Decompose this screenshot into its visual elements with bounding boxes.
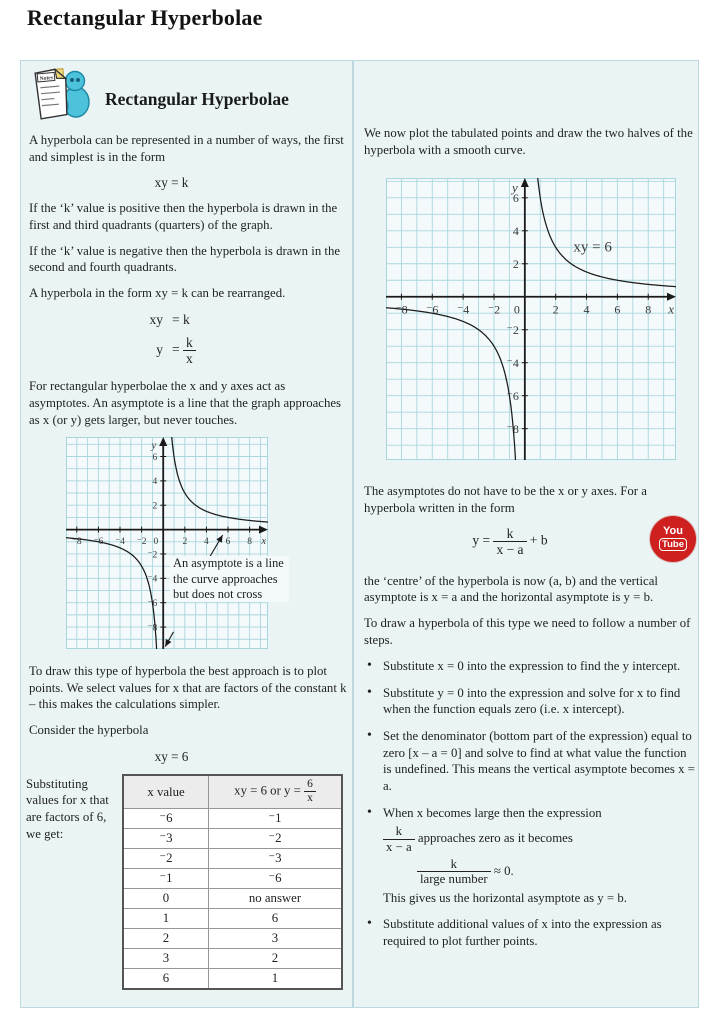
- svg-text:xy = 6: xy = 6: [573, 239, 612, 256]
- paragraph: the ‘centre’ of the hyperbola is now (a, b) and the vertical asymptote is x = a and the horizontal asymptote is y = b.: [364, 573, 658, 605]
- svg-text:8: 8: [247, 537, 253, 548]
- svg-text:y: y: [151, 440, 157, 452]
- table-row: ⁻6 ⁻1: [123, 808, 342, 828]
- col-header-y: xy = 6 or y = $\frac{6}{x}$: [209, 775, 343, 809]
- asymptote-annotation: An asymptote is a line the curve approaches but does not cross: [170, 556, 289, 602]
- youtube-icon[interactable]: You Tube: [650, 516, 696, 562]
- svg-text:4: 4: [204, 537, 209, 548]
- svg-text:⁻4: ⁻4: [115, 537, 125, 548]
- left-column: [26, 66, 348, 990]
- svg-text:⁻8: ⁻8: [147, 623, 158, 634]
- paragraph: To draw this type of hyperbola the best approach is to plot points. We select values for x that are factors of the constant k – this makes the calculations simpler.: [29, 664, 347, 712]
- paragraph: If the ‘k’ value is negative then the hyperbola is drawn in the second and fourth quadrants.: [29, 243, 341, 275]
- table-row: 6 1: [123, 968, 342, 989]
- svg-text:⁻8: ⁻8: [71, 537, 82, 548]
- svg-text:4: 4: [583, 302, 590, 317]
- svg-text:2: 2: [512, 257, 519, 272]
- svg-text:6: 6: [152, 452, 158, 463]
- svg-text:Notes: Notes: [39, 75, 54, 83]
- equation-shifted-hyperbola: y = $\frac{k}{x - a}$ + b: [472, 525, 548, 557]
- svg-text:8: 8: [645, 302, 652, 317]
- list-item: • When x becomes large then the expression $\frac{k}{x - a}$ approaches zero as it becomes $\frac{k}{\text{large number}}$ ≈ 0. This gives us the horizontal asymptote as y = b.: [364, 805, 696, 907]
- page-title: Rectangular Hyperbolae: [27, 5, 263, 30]
- table-row: ⁻1 ⁻6: [123, 868, 342, 888]
- asymptote-graph-figure: [66, 437, 284, 649]
- equation-xy-6: xy = 6: [154, 748, 189, 764]
- paragraph: The asymptotes do not have to be the x or y axes. For a hyperbola written in the form: [364, 484, 647, 515]
- column-divider: [352, 61, 354, 1007]
- paragraph: To draw a hyperbola of this type we need to follow a number of steps.: [364, 615, 691, 647]
- svg-text:⁻4: ⁻4: [506, 356, 519, 371]
- svg-text:⁻6: ⁻6: [506, 389, 519, 404]
- svg-text:x: x: [668, 301, 674, 317]
- svg-text:⁻2: ⁻2: [506, 323, 519, 338]
- notes-header: [29, 66, 348, 124]
- section-heading: Rectangular Hyperbolae: [105, 89, 289, 109]
- svg-text:y: y: [512, 180, 518, 196]
- right-hyperbola-graph: [386, 178, 676, 460]
- svg-text:⁻2: ⁻2: [487, 302, 501, 317]
- table-header-row: [123, 775, 342, 809]
- svg-text:0: 0: [153, 537, 159, 548]
- svg-text:⁻2: ⁻2: [147, 550, 158, 561]
- table-row: 0 no answer: [123, 888, 342, 908]
- paragraph: A hyperbola in the form xy = k can be rearranged.: [29, 285, 286, 300]
- paragraph: We now plot the tabulated points and draw the two halves of the hyperbola with a smooth curve.: [364, 126, 693, 157]
- table-row: 2 3: [123, 928, 342, 948]
- svg-text:6: 6: [512, 191, 519, 206]
- svg-text:⁻8: ⁻8: [395, 302, 408, 317]
- equation-xy-k: xy = k: [154, 175, 189, 191]
- rearrangement-equations: xy = k y = $\frac{k}{x}$: [141, 311, 348, 367]
- svg-text:⁻6: ⁻6: [147, 599, 158, 610]
- svg-text:0: 0: [513, 302, 520, 317]
- paragraph: Consider the hyperbola: [29, 723, 149, 738]
- svg-text:2: 2: [152, 501, 158, 512]
- steps-list: [364, 658, 696, 949]
- list-item: • Substitute additional values of x into the expression as required to plot further points.: [364, 916, 696, 949]
- list-item: • Substitute y = 0 into the expression and solve for x to find when the function equals zero (i.e. x intercept).: [364, 685, 696, 718]
- table-row: 1 6: [123, 908, 342, 928]
- svg-text:6: 6: [225, 537, 231, 548]
- table-row: 3 2: [123, 948, 342, 968]
- svg-text:⁻6: ⁻6: [426, 302, 439, 317]
- col-header-x: x value: [123, 775, 209, 809]
- paragraph: A hyperbola can be represented in a number of ways, the first and simplest is in the form: [29, 133, 344, 164]
- table-row: ⁻3 ⁻2: [123, 828, 342, 848]
- list-item: • Substitute x = 0 into the expression to find the y intercept.: [364, 658, 696, 675]
- right-column: [364, 125, 696, 959]
- svg-text:⁻2: ⁻2: [136, 537, 147, 548]
- svg-text:2: 2: [552, 302, 559, 317]
- values-table-section: [26, 774, 348, 990]
- svg-text:⁻4: ⁻4: [147, 574, 158, 585]
- table-caption: Substituting values for x that are factors of 6, we get:: [26, 776, 109, 841]
- content-panel: [20, 60, 699, 1008]
- list-item: • Set the denominator (bottom part of the expression) equal to zero [x – a = 0] and solve to find at what value the function is undefined. This means the vertical asymptote becomes x = a.: [364, 728, 696, 795]
- svg-text:⁻6: ⁻6: [93, 537, 104, 548]
- paragraph: For rectangular hyperbolae the x and y axes act as asymptotes. An asymptote is a line that the graph approaches as x (or y) gets larger, but never touches.: [29, 379, 342, 427]
- shifted-hyperbola-equation-row: [364, 526, 696, 557]
- page: [0, 5, 717, 986]
- paragraph: If the ‘k’ value is positive then the hyperbola is drawn in the first and third quadrants (quarters) of the graph.: [29, 201, 338, 233]
- svg-text:x: x: [261, 536, 266, 548]
- svg-text:⁻8: ⁻8: [506, 422, 519, 437]
- plotted-graph-figure: [386, 178, 676, 460]
- table-row: ⁻2 ⁻3: [123, 848, 342, 868]
- values-table: [122, 774, 343, 990]
- svg-text:4: 4: [512, 224, 519, 239]
- notes-icon: [29, 66, 95, 122]
- svg-text:⁻4: ⁻4: [456, 302, 470, 317]
- left-hyperbola-graph: [66, 437, 268, 649]
- svg-text:4: 4: [152, 477, 158, 488]
- svg-text:6: 6: [614, 302, 621, 317]
- svg-text:2: 2: [182, 537, 188, 548]
